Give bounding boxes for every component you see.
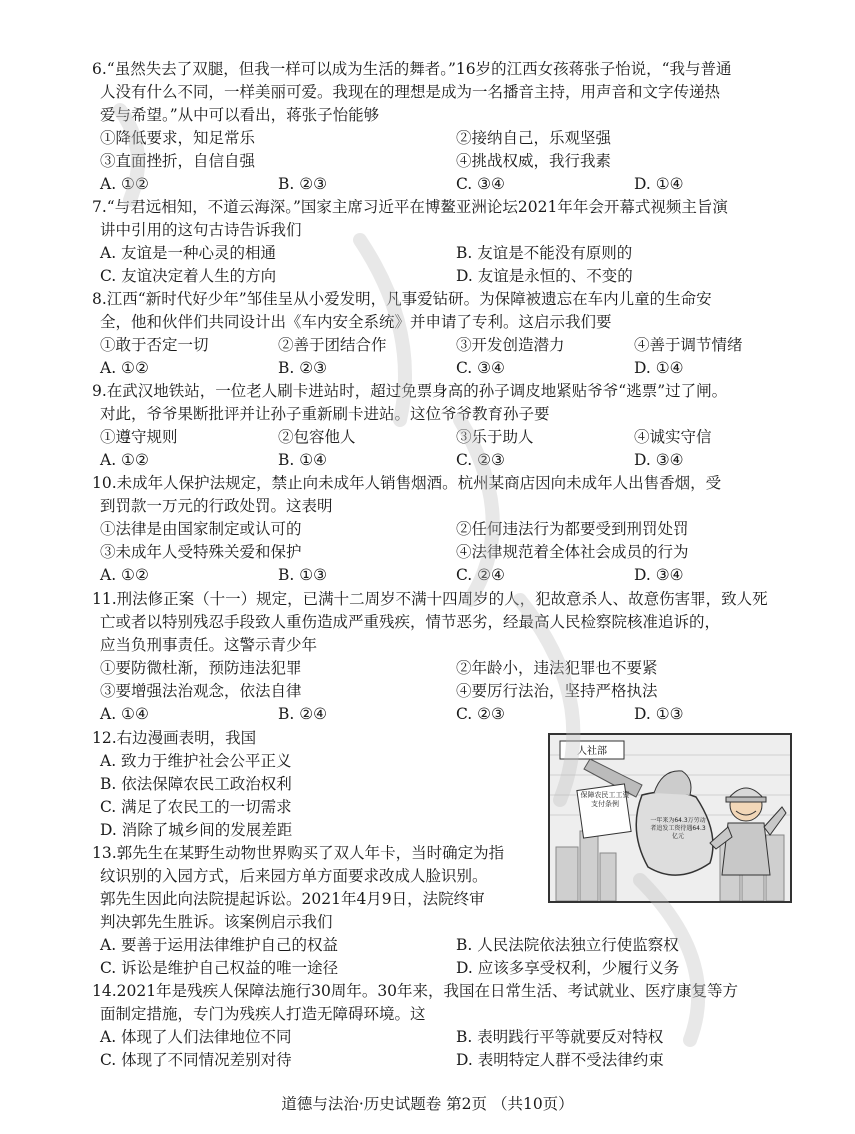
option-item: ①法律是由国家制定或认可的 — [100, 520, 302, 538]
option-item: ④善于调节情绪 — [634, 336, 743, 354]
option-item: ③未成年人受特殊关爱和保护 — [100, 543, 302, 561]
choice-d: D. ①③ — [634, 705, 684, 723]
q14-stem-line: 14.2021年是残疾人保障法施行30周年。30年来，我国在日常生活、考试就业、医疗康复等方 — [92, 982, 739, 1000]
choice-b: B. ①③ — [278, 566, 328, 584]
q6-choices — [92, 173, 782, 196]
option-item: ②包容他人 — [278, 428, 356, 446]
q9-options — [92, 426, 782, 449]
q10-stem-line: 到罚款一万元的行政处罚。这表明 — [100, 497, 333, 515]
q9-stem-line: 对此，爷爷果断批评并让孙子重新刷卡进站。这位爷爷教育孙子要 — [100, 405, 550, 423]
q13-stem-line: 郭先生因此向法院提起诉讼。2021年4月9日，法院终审 — [100, 890, 485, 908]
choice-a: A. ①② — [100, 359, 149, 377]
question-9 — [92, 380, 782, 472]
q13-stem-line: 纹识别的入园方式，后来园方单方面要求改成人脸识别。 — [100, 867, 488, 885]
choice-b: B. 友谊是不能没有原则的 — [456, 244, 633, 262]
choice-d: D. ①④ — [634, 359, 684, 377]
option-item: ①要防微杜渐，预防违法犯罪 — [100, 659, 302, 677]
choice-c: C. 满足了农民工的一切需求 — [100, 798, 292, 816]
choice-a: A. ①② — [100, 175, 149, 193]
choice-d: D. 表明特定人群不受法律约束 — [456, 1051, 664, 1069]
option-item: ②年龄小，违法犯罪也不要紧 — [456, 659, 658, 677]
option-item: ①遵守规则 — [100, 428, 178, 446]
choice-a: A. ①② — [100, 451, 149, 469]
choice-d: D. ③④ — [634, 566, 684, 584]
choice-c: C. ③④ — [456, 175, 505, 193]
choice-d: D. ①④ — [634, 175, 684, 193]
option-item: ①敢于否定一切 — [100, 336, 209, 354]
choice-a: A. 要善于运用法律维护自己的权益 — [100, 936, 339, 954]
choice-c: C. ②④ — [456, 566, 505, 584]
choice-b: B. ②④ — [278, 705, 328, 723]
choice-a: A. 致力于维护社会公平正义 — [100, 752, 292, 770]
question-6 — [92, 58, 782, 196]
q11-stem-line: 应当负刑事责任。这警示青少年 — [100, 636, 318, 654]
option-item: ①降低要求，知足常乐 — [100, 129, 256, 147]
choice-b: B. 人民法院依法独立行使监察权 — [456, 936, 679, 954]
option-item: ②任何违法行为都要受到刑罚处罚 — [456, 520, 689, 538]
q14-stem-line: 面制定措施，专门为残疾人打造无障碍环境。这 — [100, 1005, 426, 1023]
choice-d: D. ③④ — [634, 451, 684, 469]
q7-choices — [92, 242, 782, 288]
q13-choices — [92, 934, 782, 980]
q14-choices — [92, 1026, 782, 1072]
choice-c: C. ③④ — [456, 359, 505, 377]
option-item: ③要增强法治观念，依法自律 — [100, 682, 302, 700]
q8-stem-line: 8.江西“新时代好少年”邹佳呈从小爱发明，凡事爱钻研。为保障被遗忘在车内儿童的生命安 — [92, 290, 712, 308]
option-item: ④要厉行法治，坚持严格执法 — [456, 682, 658, 700]
choice-b: B. 表明践行平等就要反对特权 — [456, 1028, 664, 1046]
q11-stem-line: 11.刑法修正案（十一）规定，已满十二周岁不满十四周岁的人，犯故意杀人、故意伤害罪，致人死 — [92, 590, 768, 608]
document-title: 保障农民工工资支付条例 — [580, 791, 630, 808]
q7-stem-line: 7.“与君远相知，不道云海深。”国家主席习近平在博鳌亚洲论坛2021年年会开幕式视频主旨演 — [92, 198, 728, 216]
choice-c: C. ②③ — [456, 451, 505, 469]
q8-options — [92, 334, 782, 357]
option-item: ②接纳自己，乐观坚强 — [456, 129, 612, 147]
option-item: ③乐于助人 — [456, 428, 534, 446]
q9-choices — [92, 449, 782, 472]
choice-c: C. 体现了不同情况差别对待 — [100, 1051, 292, 1069]
bag-text: 一年来为64.3万劳动者追发工资待遇64.3亿元 — [650, 817, 706, 840]
q7-stem-line: 讲中引用的这句古诗告诉我们 — [100, 221, 302, 239]
question-10 — [92, 472, 782, 587]
question-13 — [92, 842, 782, 980]
choice-c: C. 友谊决定着人生的方向 — [100, 267, 277, 285]
sign-text: 人社部 — [577, 746, 607, 757]
option-item: ④诚实守信 — [634, 428, 712, 446]
q11-choices — [92, 703, 782, 726]
question-11 — [92, 588, 782, 726]
q11-options — [92, 657, 782, 703]
choice-a: A. ①② — [100, 566, 149, 584]
choice-b: B. ②③ — [278, 175, 328, 193]
choice-a: A. ①④ — [100, 705, 149, 723]
choice-c: C. 诉讼是维护自己权益的唯一途径 — [100, 959, 339, 977]
choice-b: B. ①④ — [278, 451, 328, 469]
choice-a: A. 友谊是一种心灵的相通 — [100, 244, 277, 262]
q13-stem-line: 判决郭先生胜诉。该案例启示我们 — [100, 913, 333, 931]
q10-stem-line: 10.未成年人保护法规定，禁止向未成年人销售烟酒。杭州某商店因向未成年人出售香烟，受 — [92, 474, 722, 492]
option-item: ④法律规范着全体社会成员的行为 — [456, 543, 689, 561]
q12-choices — [92, 750, 542, 842]
q10-choices — [92, 564, 782, 587]
q12-stem-line: 12.右边漫画表明，我国 — [92, 729, 257, 747]
question-14 — [92, 980, 782, 1072]
choice-b: B. 依法保障农民工政治权利 — [100, 775, 292, 793]
document-text-box — [580, 791, 630, 831]
question-8 — [92, 288, 782, 380]
q13-stem-line: 13.郭先生在某野生动物世界购买了双人年卡，当时确定为指 — [92, 844, 505, 862]
choice-c: C. ②③ — [456, 705, 505, 723]
option-item: ④挑战权威，我行我素 — [456, 152, 612, 170]
choice-d: D. 消除了城乡间的发展差距 — [100, 821, 293, 839]
option-item: ③直面挫折，自信自强 — [100, 152, 256, 170]
q6-stem-line: 爱与希望。”从中可以看出，蒋张子怡能够 — [100, 106, 380, 124]
choice-d: D. 应该多享受权利，少履行义务 — [456, 959, 680, 977]
option-item: ③开发创造潜力 — [456, 336, 565, 354]
choice-a: A. 体现了人们法律地位不同 — [100, 1028, 292, 1046]
q10-options — [92, 518, 782, 564]
q6-stem-line: 人没有什么不同，一样美丽可爱。我现在的理想是成为一名播音主持，用声音和文字传递热 — [100, 83, 721, 101]
q8-choices — [92, 357, 782, 380]
q8-stem-line: 全，他和伙伴们共同设计出《车内安全系统》并申请了专利。这启示我们要 — [100, 313, 612, 331]
option-item: ②善于团结合作 — [278, 336, 387, 354]
page-footer: 道德与法治·历史试题卷 第2页 （共10页） — [281, 1095, 574, 1113]
q9-stem-line: 9.在武汉地铁站，一位老人刷卡进站时，超过免票身高的孙子调皮地紧贴爷爷“逃票”过了闸。 — [92, 382, 728, 400]
choice-d: D. 友谊是永恒的、不变的 — [456, 267, 633, 285]
q11-stem-line: 亡或者以特别残忍手段致人重伤造成严重残疾，情节恶劣，经最高人民检察院核准追诉的， — [100, 613, 721, 631]
choice-b: B. ②③ — [278, 359, 328, 377]
question-7 — [92, 196, 782, 288]
q6-options — [92, 127, 782, 173]
question-12 — [92, 727, 542, 842]
q6-stem-line: 6.“虽然失去了双腿，但我一样可以成为生活的舞者。”16岁的江西女孩蒋张子怡说，“我与普通 — [92, 60, 732, 78]
